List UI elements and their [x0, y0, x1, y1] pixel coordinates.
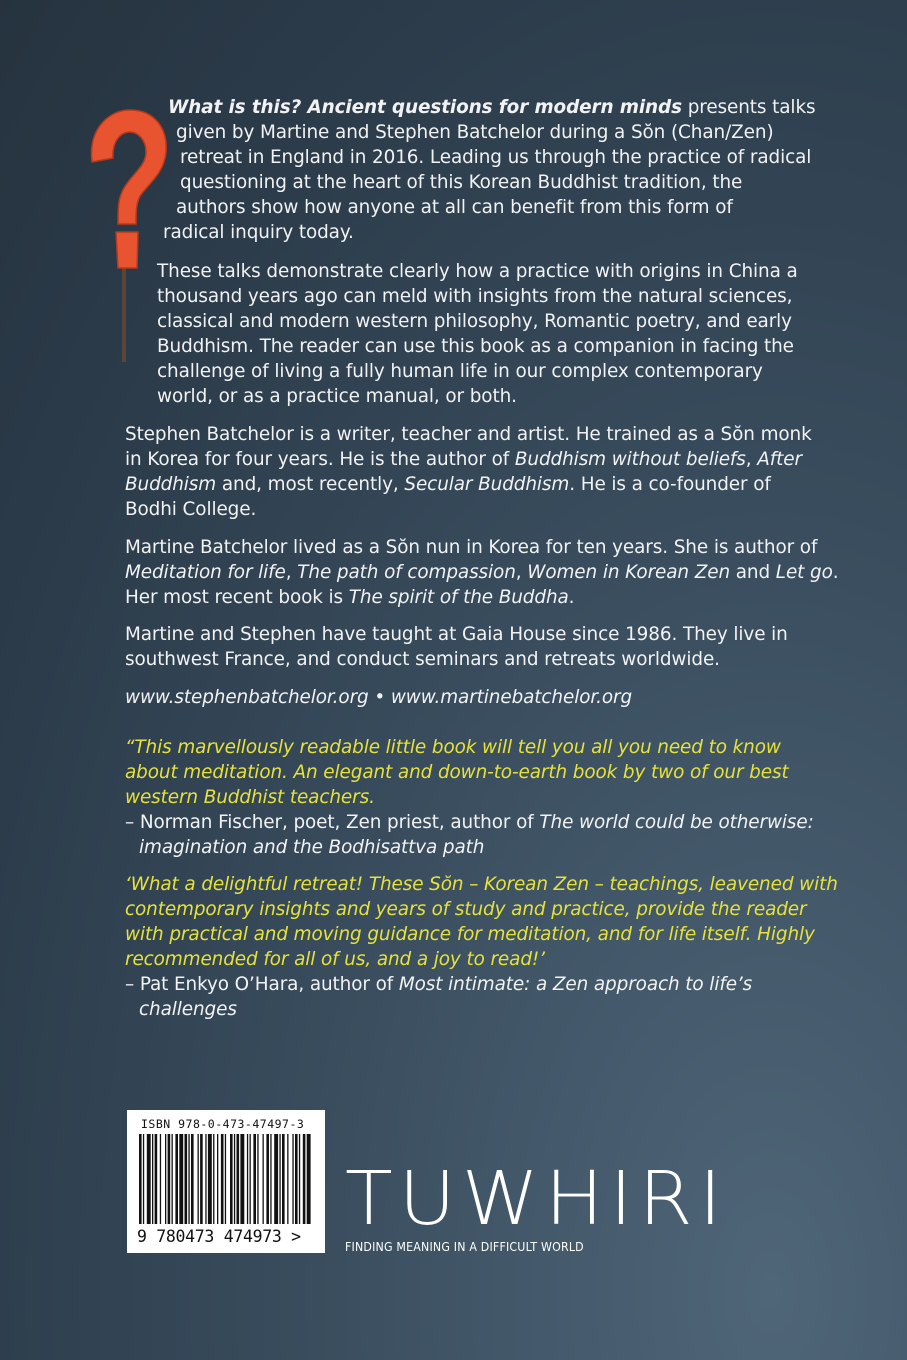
barcode-bar [274, 1134, 278, 1224]
barcode-bar [152, 1134, 153, 1224]
barcode-bar [188, 1134, 189, 1224]
barcode-bar [217, 1134, 218, 1224]
barcode-bar [139, 1134, 142, 1224]
gaia-house-paragraph: Martine and Stephen have taught at Gaia House since 1986. They live in southwest France, and conduct seminars and retreats worldwide. [125, 624, 788, 670]
barcode-bar [270, 1134, 271, 1224]
barcode-bar [191, 1134, 194, 1224]
barcode-bar [185, 1134, 188, 1224]
barcode-bar [247, 1134, 248, 1224]
barcode-bar [155, 1134, 158, 1224]
barcode-bar [257, 1134, 258, 1224]
stephen-bio: Stephen Batchelor is a writer, teacher and artist. He trained as a Sŏn monk in Korea for four years. He is the author of Buddhism without beliefs, After Buddhism and, most recently, Secular Buddhism. He is a co-founder of Bodhi College. [125, 424, 812, 520]
barcode-bar [287, 1134, 288, 1224]
endorsement-quote-ohara: ‘What a delightful retreat! These Sŏn – Korean Zen – teachings, leavened with contemporary insights and years of study and practice, provide the reader with practical and moving guidance for meditation, and for life itself. Highly recommended for all of us, and a joy to read!’ – Pat Enkyo O’Hara, author of Most intimate: a Zen approach to life’s challenges [125, 874, 838, 1020]
barcode-bar [253, 1134, 256, 1224]
barcode-bar [147, 1134, 151, 1224]
barcode-bar [165, 1134, 166, 1224]
barcode-bar [205, 1134, 206, 1224]
intro-line: What is this? Ancient questions for modern minds presents talks [168, 97, 816, 118]
description-line: challenge of living a fully human life in our complex contemporary [157, 361, 763, 382]
websites-link[interactable]: www.stephenbatchelor.org • www.martinebatchelor.org [125, 687, 633, 708]
barcode-bar [307, 1134, 311, 1224]
barcode-bars-icon [135, 1134, 315, 1232]
barcode-bar [198, 1134, 199, 1224]
barcode-bar [225, 1134, 226, 1224]
barcode-bar [179, 1134, 183, 1224]
intro-line: radical inquiry today. [163, 222, 354, 243]
publisher-logo: TUWHIRI [345, 1156, 728, 1242]
barcode-bar [295, 1134, 298, 1224]
intro-line: authors show how anyone at all can benefit from this form of [176, 197, 733, 218]
barcode-bar [292, 1134, 293, 1224]
barcode-bar [221, 1134, 224, 1224]
barcode-bar [250, 1134, 251, 1224]
barcode-bar [282, 1134, 285, 1224]
book-title: What is this? Ancient questions for modern minds [168, 97, 682, 118]
endorsement-quote-fischer: “This marvellously readable little book will tell you all you need to know about meditation. An elegant and down-to-earth book by two of our best western Buddhist teachers. – Norman Fischer, poet, Zen priest, author of The world could be otherwise: imagination and the Bodhisattva path [125, 737, 814, 858]
quote-attribution: – Pat Enkyo O’Hara, author of Most intimate: a Zen approach to life’s [125, 974, 753, 995]
description-line: Buddhism. The reader can use this book as a companion in facing the [157, 336, 794, 357]
description-line: thousand years ago can meld with insights from the natural sciences, [157, 286, 793, 307]
martine-bio: Martine Batchelor lived as a Sŏn nun in Korea for ten years. She is author of Meditation for life, The path of compassion, Women in Korean Zen and Let go. Her most recent book is The spirit of the Buddha. [125, 537, 839, 608]
intro-line: given by Martine and Stephen Batchelor during a Sŏn (Chan/Zen) [176, 122, 774, 143]
barcode-bar [175, 1134, 178, 1224]
barcode-bar [240, 1134, 244, 1224]
barcode-bar [160, 1134, 161, 1224]
isbn-barcode [127, 1110, 325, 1253]
description-line: These talks demonstrate clearly how a practice with origins in China a [157, 261, 798, 282]
barcode-bar [263, 1134, 264, 1224]
barcode-bar [208, 1134, 212, 1224]
barcode-bar [237, 1134, 240, 1224]
description-line: classical and modern western philosophy, Romantic poetry, and early [157, 311, 792, 332]
quote-attribution: – Norman Fischer, poet, Zen priest, author of The world could be otherwise: [125, 812, 814, 833]
intro-line: retreat in England in 2016. Leading us through the practice of radical [180, 147, 812, 168]
barcode-bar [172, 1134, 173, 1224]
publisher-tagline: FINDING MEANING IN A DIFFICULT WORLD [345, 1240, 584, 1254]
barcode-digits: 9 780473 474973 > [137, 1227, 301, 1246]
intro-line: questioning at the heart of this Korean Buddhist tradition, the [180, 172, 743, 193]
barcode-bar [168, 1134, 171, 1224]
barcode-bar [234, 1134, 235, 1224]
barcode-bar [230, 1134, 233, 1224]
barcode-bar [213, 1134, 214, 1224]
barcode-bar [200, 1134, 203, 1224]
isbn-label: ISBN 978-0-473-47497-3 [141, 1117, 305, 1131]
description-paragraph [157, 259, 798, 409]
barcode-bar [279, 1134, 280, 1224]
barcode-bar [303, 1134, 306, 1224]
barcode-bar [143, 1134, 144, 1224]
barcode-bar [299, 1134, 300, 1224]
intro-paragraph [0, 95, 815, 245]
barcode-bar [266, 1134, 269, 1224]
description-line: world, or as a practice manual, or both. [157, 386, 517, 407]
